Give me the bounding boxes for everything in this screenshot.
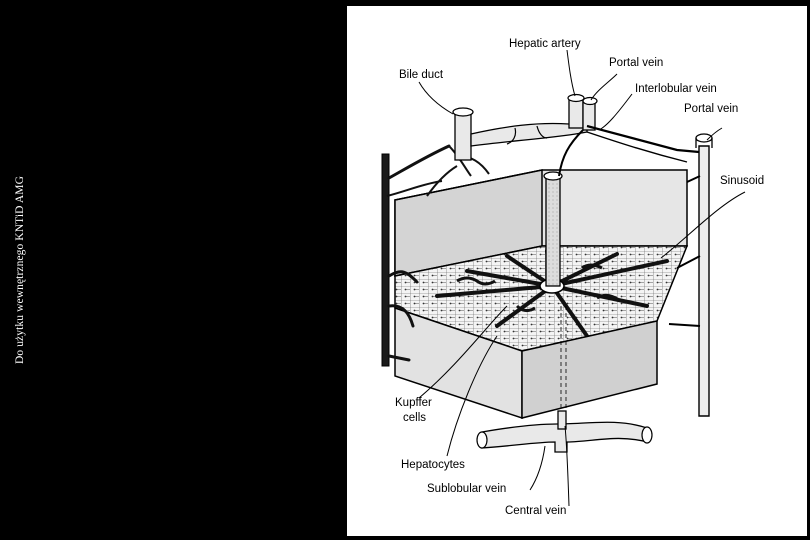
label-sinusoid: Sinusoid [720,175,765,187]
label-portal-vein-top: Portal vein [609,57,664,69]
label-kupffer-line1: Kupffer [395,397,432,409]
label-interlobular-vein: Interlobular vein [635,83,717,95]
portal-triad-top [453,95,699,177]
side-note: Do użytku wewnętrznego KNTiD AMG [14,175,26,365]
label-central-vein: Central vein [505,505,567,517]
label-portal-vein-right: Portal vein [684,103,739,115]
label-kupffer-line2: cells [403,412,427,424]
label-bile-duct: Bile duct [399,69,444,81]
liver-lobule-figure [347,6,807,536]
label-sublobular-vein: Sublobular vein [427,483,507,495]
liver-lobule-diagram [347,6,807,536]
label-hepatic-artery: Hepatic artery [509,38,581,50]
sublobular-vein [477,411,652,452]
label-hepatocytes: Hepatocytes [401,459,465,471]
